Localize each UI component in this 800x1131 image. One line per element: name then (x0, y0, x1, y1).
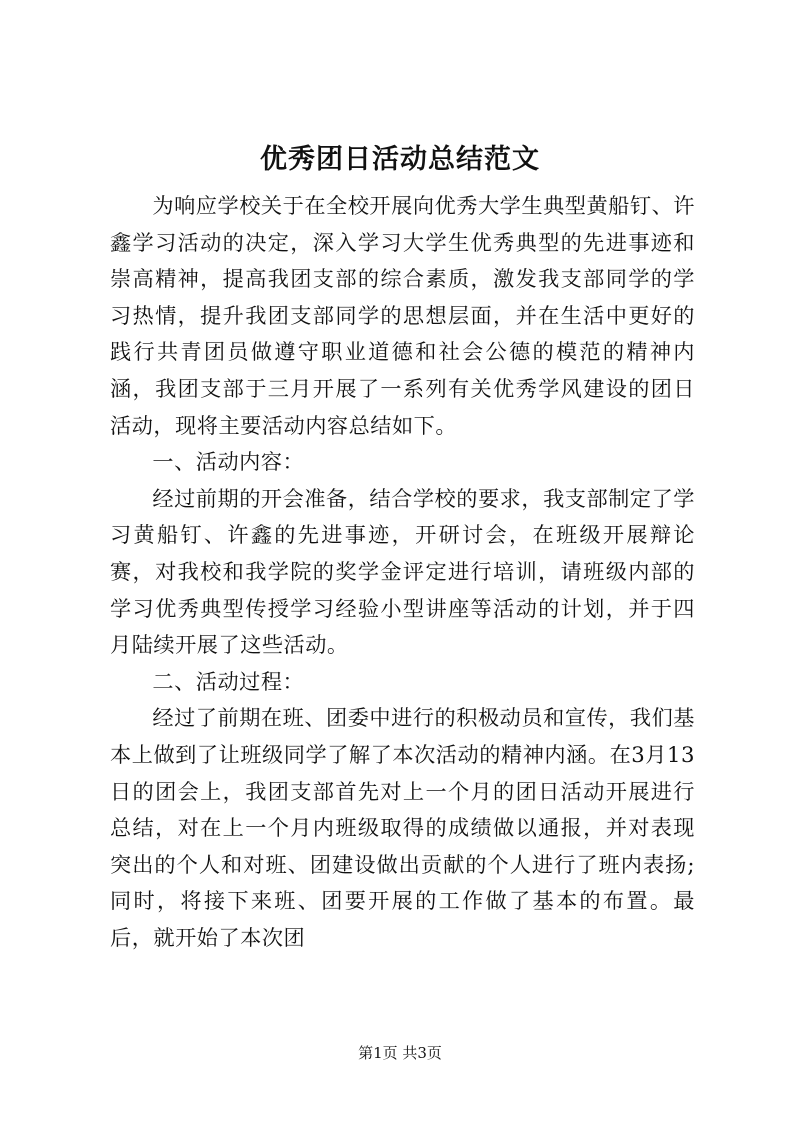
section-heading-activity-content: 一、活动内容： (152, 449, 305, 475)
document-title: 优秀团日活动总结范文 (260, 144, 540, 175)
section-heading-activity-process: 二、活动过程： (152, 668, 305, 694)
paragraph-intro: 为响应学校关于在全校开展向优秀大学生典型黄船钉、许鑫学习活动的决定，深入学习大学生优秀典型的先进事迹和崇高精神，提高我团支部的综合素质，激发我支部同学的学习热情，提升我团支部同学的思想层面，并在生活中更好的践行共青团员做遵守职业道德和社会公德的模范的精神内涵，我团支部于三月开展了一系列有关优秀学风建设的团日活动，现将主要活动内容总结如下。 (110, 193, 695, 438)
paragraph-activity-process: 经过了前期在班、团委中进行的积极动员和宣传，我们基本上做到了让班级同学了解了本次活动的精神内涵。在3月13日的团会上，我团支部首先对上一个月的团日活动开展进行总结，对在上一个月内班级取得的成绩做以通报，并对表现突出的个人和对班、团建设做出贡献的个人进行了班内表扬;同时，将接下来班、团要开展的工作做了基本的布置。最后，就开始了本次团 (110, 705, 695, 950)
document-body (110, 188, 695, 956)
paragraph-activity-content: 经过前期的开会准备，结合学校的要求，我支部制定了学习黄船钉、许鑫的先进事迹，开研讨会，在班级开展辩论赛，对我校和我学院的奖学金评定进行培训，请班级内部的学习优秀典型传授学习经验小型讲座等活动的计划，并于四月陆续开展了这些活动。 (110, 485, 695, 658)
page-footer: 第1页 共3页 (358, 1044, 442, 1062)
